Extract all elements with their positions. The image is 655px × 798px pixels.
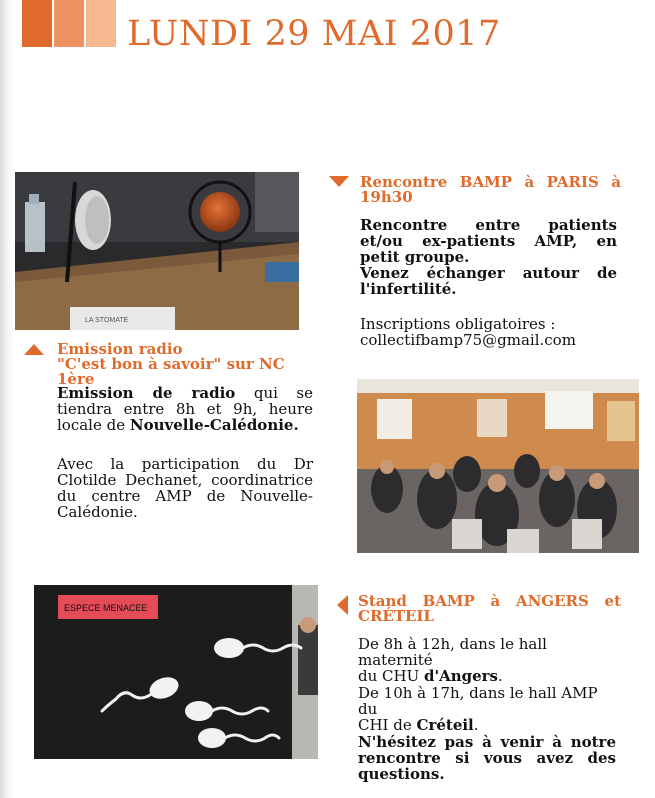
radio-event-description xyxy=(57,385,313,433)
header-square-light xyxy=(86,0,116,47)
header-square-dark xyxy=(22,0,52,47)
stand-p3-line2: rencontre si vous avez des xyxy=(358,749,616,767)
paris-event-heading xyxy=(360,175,621,205)
triangle-left-icon xyxy=(337,595,348,615)
radio-p1-line1 xyxy=(57,385,313,401)
stand-p1-line2 xyxy=(358,668,620,684)
radio-p2-line1: Avec la participation du Dr xyxy=(57,455,313,473)
stand-creteil-info xyxy=(358,685,620,733)
stand-p2-l2-bold: Créteil xyxy=(416,716,474,734)
paris-desc-line4: Venez échanger autour de xyxy=(360,264,617,282)
radio-p1-line2: tiendra entre 8h et 9h, heure xyxy=(57,400,313,418)
stand-p3-line3: questions. xyxy=(358,765,445,783)
header-square-medium xyxy=(54,0,84,47)
stand-p2-l2-post: . xyxy=(473,716,479,734)
stand-p3-line1: N'hésitez pas à venir à notre xyxy=(358,733,616,751)
radio-p1-bold: Emission de radio xyxy=(57,384,236,402)
radio-p1-line3 xyxy=(57,417,313,433)
stand-p1-l2-bold: d'Angers xyxy=(424,667,499,685)
paris-heading-line2: 19h30 xyxy=(360,188,413,206)
paris-contact-email[interactable]: collectifbamp75@gmail.com xyxy=(360,331,576,349)
radio-studio-photo xyxy=(15,172,299,330)
triangle-up-icon xyxy=(24,344,44,355)
stand-heading-line2: CRÉTEIL xyxy=(358,607,434,625)
paris-desc-line3: petit groupe. xyxy=(360,248,470,266)
radio-event-participation xyxy=(57,456,313,520)
page-title: LUNDI 29 MAI 2017 xyxy=(127,14,501,54)
stand-p2-l2-pre: CHI de xyxy=(358,716,417,734)
stand-p2-line1: De 10h à 17h, dans le hall AMP du xyxy=(358,684,598,718)
stand-p2-line2 xyxy=(358,717,620,733)
poster-sign-text: ESPECE MENACEE xyxy=(64,603,148,613)
stand-event-heading xyxy=(358,594,621,624)
paris-desc-line5: l'infertilité. xyxy=(360,280,457,298)
radio-p1-l3-pre: locale de xyxy=(57,416,130,434)
stand-p1-l2-post: . xyxy=(498,667,503,685)
paris-inscriptions-label: Inscriptions obligatoires : xyxy=(360,315,556,333)
radio-heading-line2: "C'est bon à savoir" sur NC 1ère xyxy=(57,355,285,388)
stand-angers-info xyxy=(358,636,620,684)
paris-heading-line1: Rencontre BAMP à PARIS à xyxy=(360,173,621,191)
radio-event-heading xyxy=(57,342,317,387)
radio-p1-l3-bold: Nouvelle-Calédonie. xyxy=(129,416,299,434)
radio-heading-line1: Emission radio xyxy=(57,340,183,358)
page-edge-shadow xyxy=(0,0,14,798)
radio-p1-rest: qui se xyxy=(235,384,313,402)
radio-p2-line3: du centre AMP de Nouvelle- xyxy=(57,487,313,505)
radio-p2-line2: Clotilde Dechanet, coordinatrice xyxy=(57,471,313,489)
triangle-down-icon xyxy=(329,176,349,187)
group-meeting-photo xyxy=(357,379,639,553)
stand-invitation xyxy=(358,734,616,782)
stand-p1-line1: De 8h à 12h, dans le hall maternité xyxy=(358,635,547,669)
paris-desc-line1: Rencontre entre patients xyxy=(360,216,617,234)
stand-p1-l2-pre: du CHU xyxy=(358,667,424,685)
paris-event-description xyxy=(360,217,617,297)
stand-heading-line1: Stand BAMP à ANGERS et xyxy=(358,592,621,610)
radio-photo-sign-text: LA STOMATE xyxy=(85,317,129,324)
radio-p2-line4: Calédonie. xyxy=(57,503,138,521)
paris-desc-line2: et/ou ex-patients AMP, en xyxy=(360,232,617,250)
endangered-species-poster-photo xyxy=(34,585,318,759)
paris-inscriptions xyxy=(360,316,617,348)
